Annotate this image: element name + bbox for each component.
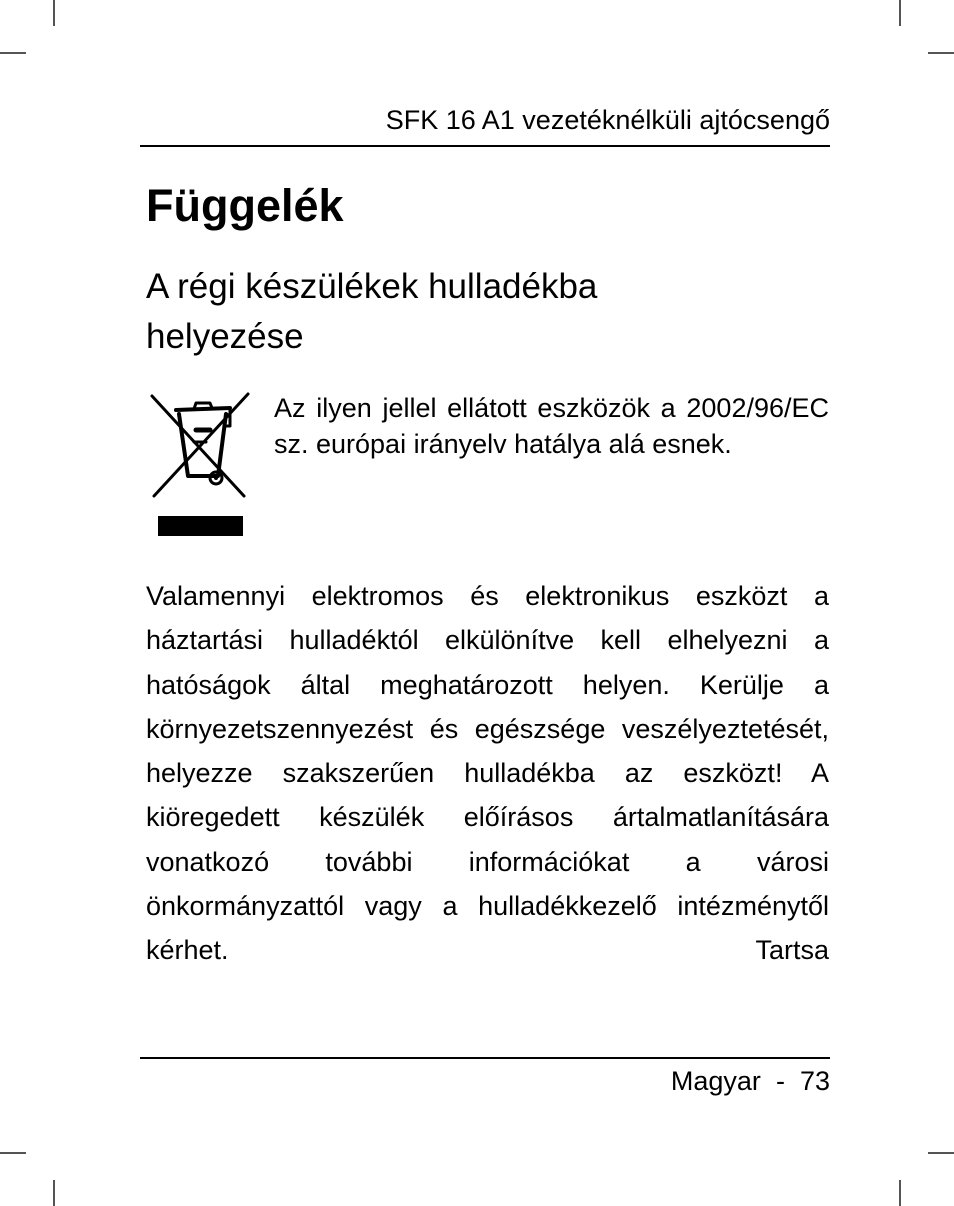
running-header: SFK 16 A1 vezetéknélküli ajtócsengő	[385, 105, 830, 135]
weee-symbol	[146, 390, 254, 542]
crop-mark	[53, 0, 55, 26]
footer-rule	[140, 1057, 830, 1059]
crop-mark	[899, 1180, 901, 1206]
page-footer	[140, 1064, 830, 1098]
crop-mark	[0, 52, 26, 54]
body-paragraph: Valamennyi elektromos és elektronikus eszközt a háztartási hulladéktól elkülönítve kell elhelyezni a hatóságok által meghatározott helyen. Kerülje a környezetszennyezést és egészsége veszélyeztetését, helyezze szakszerűen hulladékba az eszközt! A kiöregedett készülék előírásos ártalmatlanítására vonatkozó további információkat a városi önkormányzattól vagy a hulladékkezelő intézménytől kérhet. Tartsa	[146, 581, 829, 966]
crop-mark	[0, 1152, 26, 1154]
weee-notice-text: Az ilyen jellel ellátott eszközök a 2002/96/EC sz. európai irányelv hatálya alá esnek.	[274, 393, 829, 459]
crop-mark	[928, 52, 954, 54]
section-title: Függelék	[146, 180, 344, 231]
crop-mark	[928, 1152, 954, 1154]
crossed-out-wheelie-bin-icon	[146, 390, 254, 542]
page-number: 73	[799, 1066, 830, 1096]
section-subtitle: A régi készülékek hulladékba helyezése	[146, 267, 598, 356]
crop-mark	[899, 0, 901, 26]
footer-separator: -	[775, 1066, 785, 1096]
header-rule	[140, 145, 830, 147]
crop-mark	[53, 1180, 55, 1206]
footer-language: Magyar	[670, 1066, 761, 1096]
